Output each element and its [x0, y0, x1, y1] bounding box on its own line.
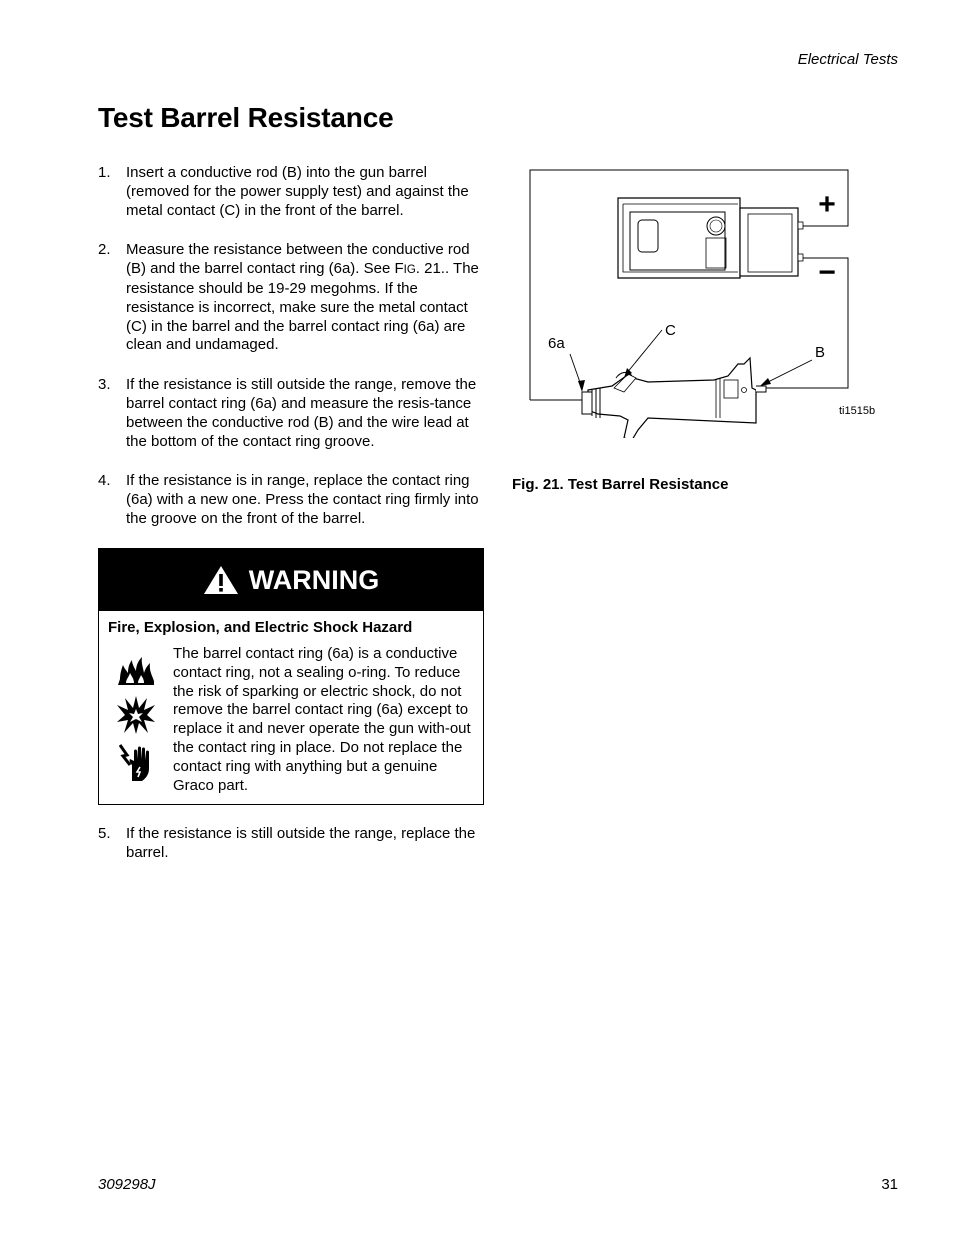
test-barrel-figure [528, 168, 888, 438]
step-text: If the resistance is still outside the range, remove the barrel contact ring (6a) and measure the resis-tance between the conductive rod (B) and the wire lead at the bottom of the contact ring groove. [126, 376, 477, 450]
step-number: 3. [98, 376, 111, 394]
figure-caption: Fig. 21. Test Barrel Resistance [512, 476, 729, 493]
fire-hazard-icon [116, 655, 156, 687]
warning-box [98, 548, 484, 805]
step-3 [98, 376, 484, 451]
negative-terminal-label: − [818, 256, 836, 289]
step-text: If the resistance is still outside the range, replace the barrel. [126, 825, 476, 861]
page-title: Test Barrel Resistance [98, 102, 394, 133]
warning-header [99, 549, 483, 611]
step-number: 4. [98, 472, 111, 490]
positive-terminal-label: + [818, 188, 836, 221]
hazard-title: Fire, Explosion, and Electric Shock Hazard [108, 619, 413, 636]
steps-list [98, 164, 484, 550]
step-4 [98, 472, 484, 528]
running-header: Electrical Tests [797, 51, 898, 68]
hazard-body [99, 645, 483, 795]
meter-device [618, 198, 803, 278]
figure-reference-smallcaps: IG [403, 264, 416, 277]
step-text: If the resistance is in range, replace the contact ring (6a) with a new one. Press the contact ring firmly into the groove on the front of the barrel. [126, 472, 479, 527]
electric-shock-icon [116, 743, 156, 783]
step-5 [98, 825, 484, 863]
contact-ring-label: 6a [548, 335, 565, 352]
figure-reference-code: ti1515b [839, 405, 876, 417]
warning-label: WARNING [248, 564, 380, 595]
step-1 [98, 164, 484, 220]
step-text-part: . 21.. The resistance should be 19-29 megohms. If the resistance is incorrect, make sure the metal contact (C) in the barrel and the barrel contact ring (6a) are clean and undamaged. [126, 260, 479, 354]
explosion-hazard-icon [116, 695, 156, 735]
hazard-text: The barrel contact ring (6a) is a conductive contact ring, not a sealing o-ring. To reduce the risk of sparking or electric shock, do not remove the barrel contact ring (6a) except to replace it and never operate the gun with-out the contact ring in place. Do not replace the contact ring with anything but a genuine Graco part. [173, 645, 471, 794]
document-number: 309298J [98, 1176, 156, 1193]
page-number: 31 [881, 1176, 898, 1193]
step-text: Insert a conductive rod (B) into the gun barrel (removed for the power supply test) and against the metal contact (C) in the front of the barrel. [126, 164, 469, 219]
barrel-resistance-diagram [528, 168, 888, 438]
warning-triangle-icon [203, 565, 239, 595]
step-number: 2. [98, 241, 111, 259]
conductive-rod-label: B [815, 344, 826, 361]
step-text-part: Measure the resistance between the conductive rod (B) and the barrel contact ring (6a). See F [126, 241, 470, 278]
step-2 [98, 241, 484, 355]
gun-barrel [582, 358, 766, 438]
step-number: 1. [98, 164, 111, 181]
step-number: 5. [98, 825, 111, 842]
step-text [126, 241, 484, 355]
hazard-icons [116, 655, 158, 791]
metal-contact-label: C [665, 322, 676, 339]
